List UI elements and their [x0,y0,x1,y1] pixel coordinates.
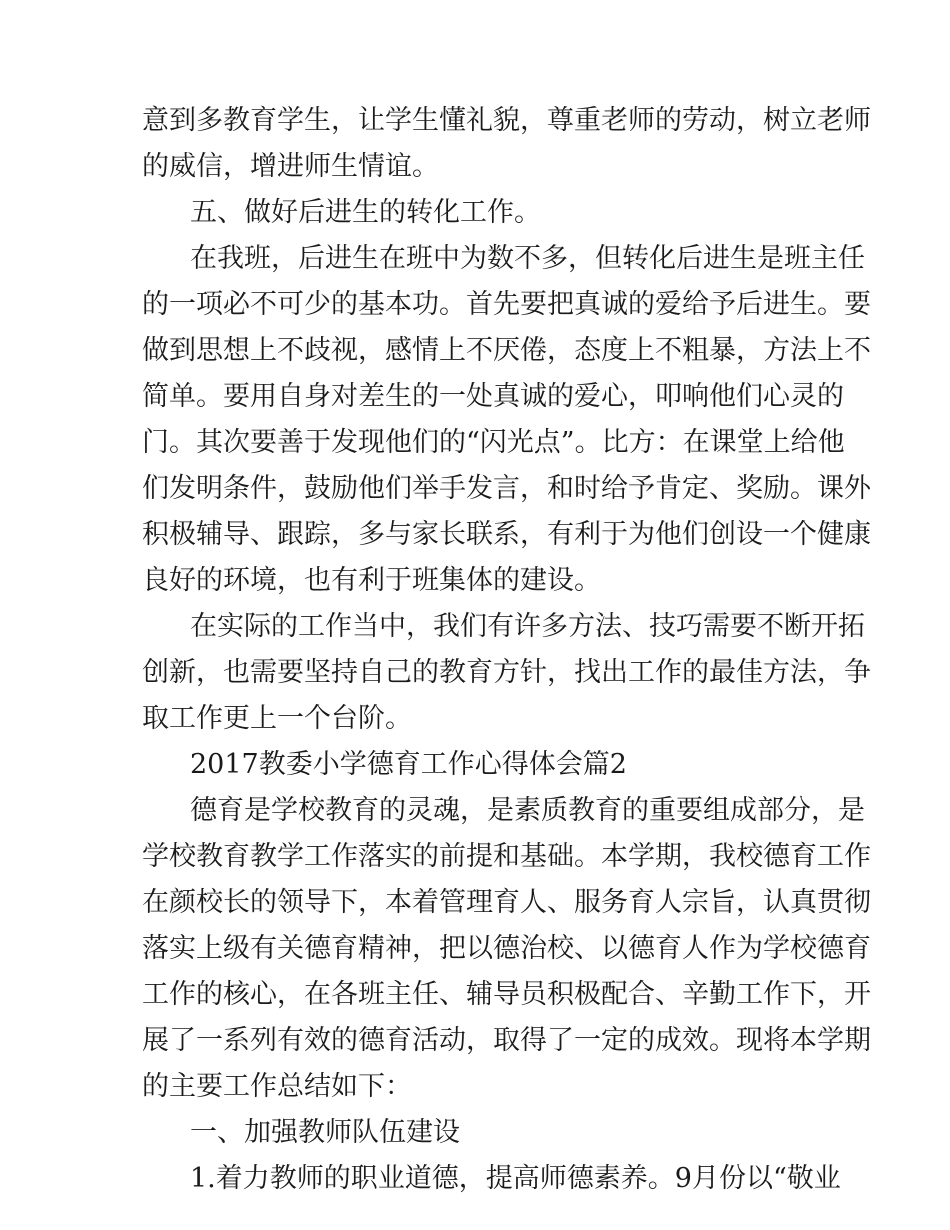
text-line: 良好的环境，也有利于班集体的建设。 [142,565,601,596]
text-line: 落实上级有关德育精神，把以德治校、以德育人作为学校德育 [142,933,871,964]
text-line: 意到多教育学生，让学生懂礼貌，尊重老师的劳动，树立老师 [142,105,871,136]
text-line: 德育是学校教育的灵魂，是素质教育的重要组成部分，是 [190,795,865,826]
text-line: 创新，也需要坚持自己的教育方针，找出工作的最佳方法，争 [142,657,871,688]
text-line: 的主要工作总结如下： [142,1071,412,1102]
text-line: 积极辅导、跟踪，多与家长联系，有利于为他们创设一个健康 [142,519,871,550]
text-line: 的一项必不可少的基本功。首先要把真诚的爱给予后进生。要 [142,289,871,320]
text-line: 工作的核心，在各班主任、辅导员积极配合、辛勤工作下，开 [142,979,871,1010]
text-line: 门。其次要善于发现他们的“闪光点”。比方：在课堂上给他 [142,427,845,458]
section-heading: 一、加强教师队伍建设 [190,1117,460,1148]
text-line: 取工作更上一个台阶。 [142,703,412,734]
text-line: 1.着力教师的职业道德，提高师德素养。9月份以“敬业 [190,1163,841,1194]
text-line: 们发明条件，鼓励他们举手发言，和时给予肯定、奖励。课外 [142,473,871,504]
text-line: 的威信，增进师生情谊。 [142,151,439,182]
article-title: 2017教委小学德育工作心得体会篇2 [190,749,627,780]
text-line: 在我班，后进生在班中为数不多，但转化后进生是班主任 [190,243,865,274]
document-body [142,98,871,1202]
text-line: 展了一系列有效的德育活动，取得了一定的成效。现将本学期 [142,1025,871,1056]
section-heading: 五、做好后进生的转化工作。 [190,197,541,228]
text-line: 简单。要用自身对差生的一处真诚的爱心，叩响他们心灵的 [142,381,844,412]
text-line: 在实际的工作当中，我们有许多方法、技巧需要不断开拓 [190,611,865,642]
text-line: 做到思想上不歧视，感情上不厌倦，态度上不粗暴，方法上不 [142,335,871,366]
text-line: 学校教育教学工作落实的前提和基础。本学期，我校德育工作 [142,841,871,872]
text-line: 在颜校长的领导下，本着管理育人、服务育人宗旨，认真贯彻 [142,887,871,918]
